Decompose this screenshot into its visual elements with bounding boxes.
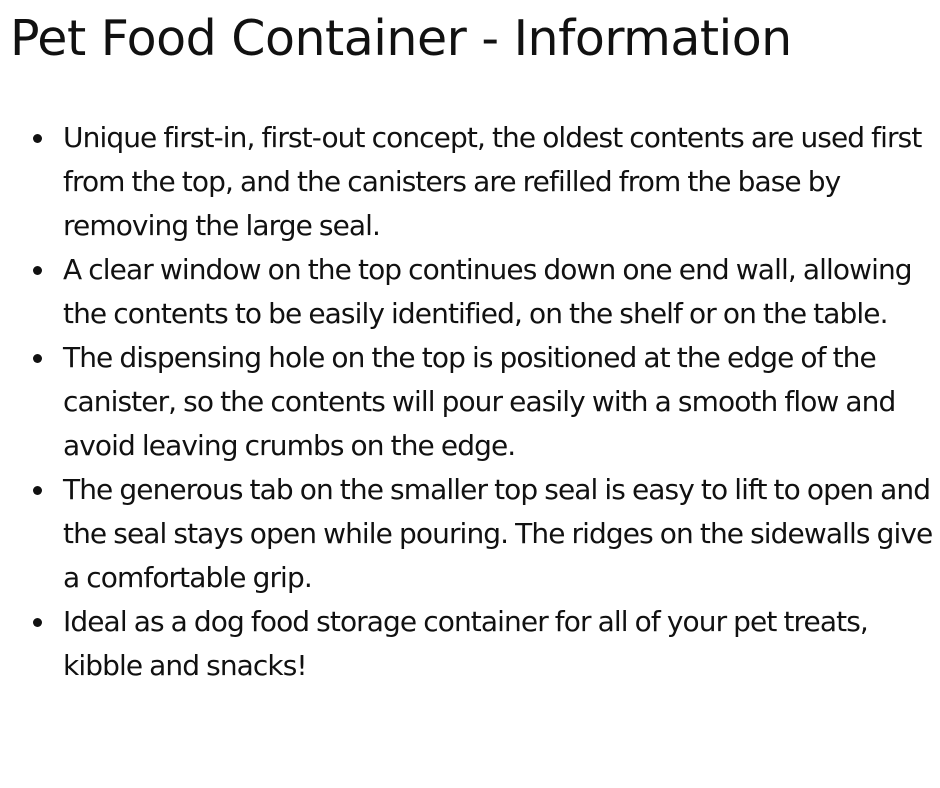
list-item-text: The generous tab on the smaller top seal is easy to lift to open and the seal stays open while pouring. The ridges on the sidewalls give a comfortable grip. — [63, 473, 933, 594]
list-item — [63, 116, 933, 248]
list-item-text: A clear window on the top continues down one end wall, allowing the contents to be easily identified, on the shelf or on the table. — [63, 253, 912, 330]
page-title: Pet Food Container - Information — [10, 10, 792, 67]
bullet-icon — [33, 618, 42, 627]
information-list — [63, 116, 933, 688]
list-item-text: Ideal as a dog food storage container for all of your pet treats, kibble and snacks! — [63, 605, 868, 682]
list-item — [63, 468, 933, 600]
list-item-text: Unique first-in, first-out concept, the oldest contents are used first from the top, and the canisters are refilled from the base by removing the large seal. — [63, 121, 922, 242]
bullet-icon — [33, 486, 42, 495]
list-item — [63, 248, 933, 336]
list-item-text: The dispensing hole on the top is positioned at the edge of the canister, so the contents will pour easily with a smooth flow and avoid leaving crumbs on the edge. — [63, 341, 896, 462]
bullet-icon — [33, 266, 42, 275]
list-item — [63, 600, 933, 688]
list-item — [63, 336, 933, 468]
bullet-icon — [33, 134, 42, 143]
bullet-icon — [33, 354, 42, 363]
